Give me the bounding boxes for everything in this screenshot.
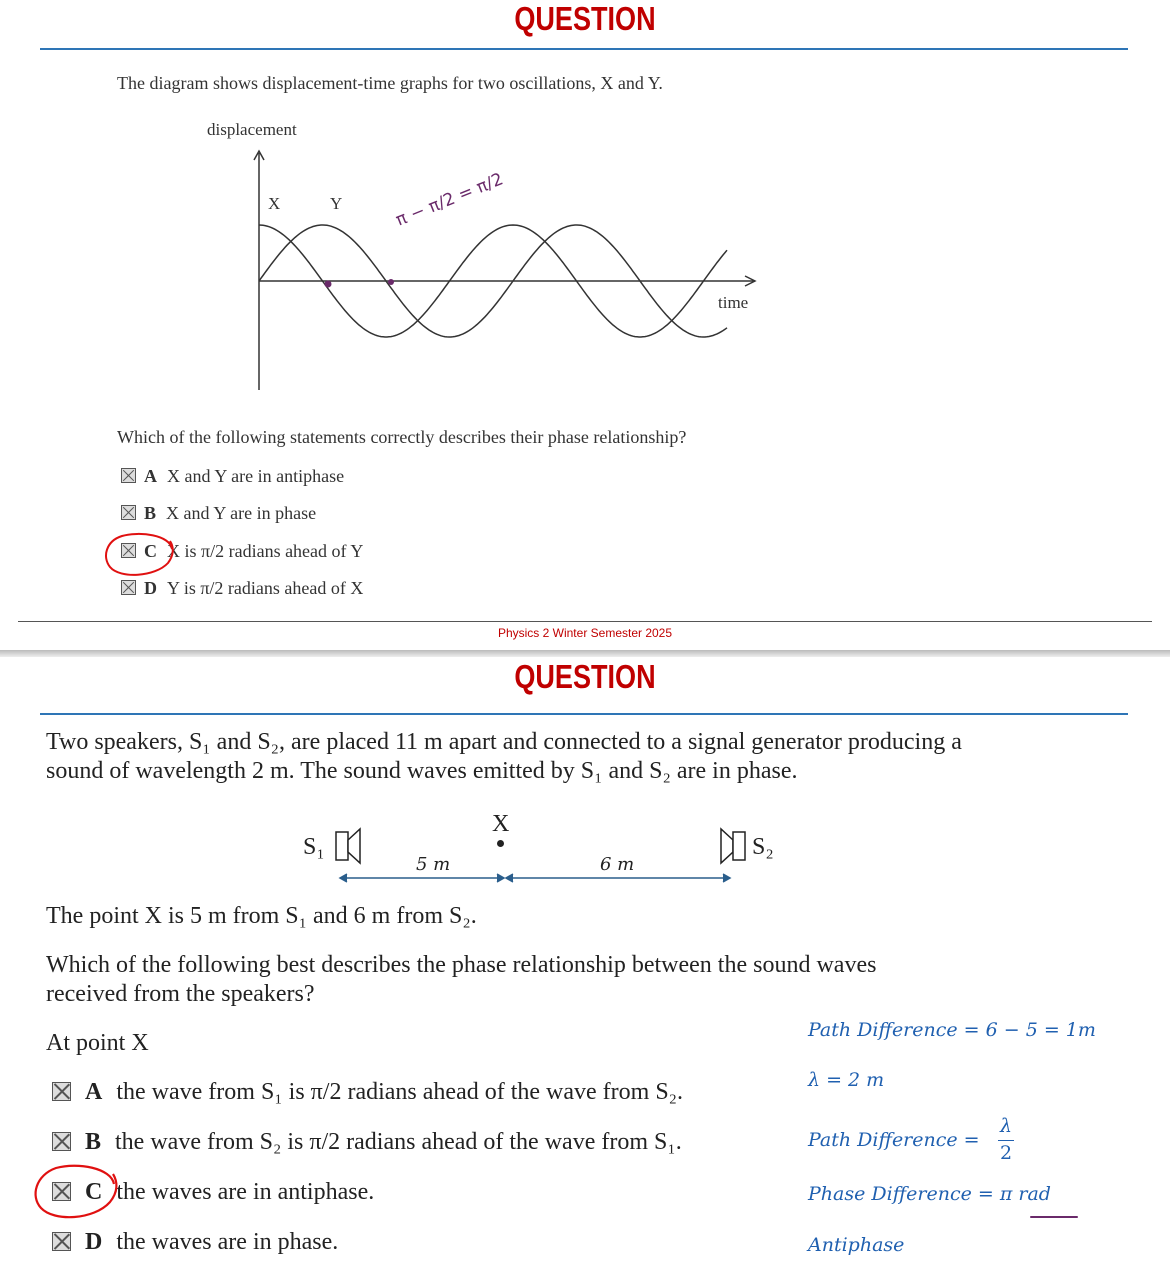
displacement-time-graph <box>240 145 780 400</box>
note-path-difference-fraction: Path Difference = λ 2 <box>808 1115 1013 1164</box>
slide2-option-a[interactable]: A the wave from S₁ is π/2 radians ahead of the wave from S₂. <box>52 1079 683 1106</box>
slide1-bottom-rule <box>18 621 1152 622</box>
handwritten-annotation: π − π/2 = π/2 <box>393 169 507 231</box>
curve-x-label: X <box>268 194 281 213</box>
slide2-at-point: At point X <box>46 1030 149 1056</box>
slide1-option-a[interactable]: A X and Y are in antiphase <box>121 466 344 487</box>
checkbox-b[interactable] <box>121 505 136 520</box>
dist-left-label: 5 m <box>416 854 451 875</box>
slide2-point-text: The point X is 5 m from S₁ and 6 m from S₂. <box>46 903 477 929</box>
s2-label: S₂ <box>752 834 774 860</box>
point-x-label: X <box>492 811 510 837</box>
slide2-title-rule <box>40 713 1128 715</box>
slide1-option-d[interactable]: D Y is π/2 radians ahead of X <box>121 578 363 599</box>
note-phase-difference: Phase Difference = π rad <box>808 1183 1051 1205</box>
slide2-question-line1: Which of the following best describes the phase relationship between the sound waves <box>46 952 877 978</box>
s1-label: S₁ <box>303 834 325 860</box>
answer-circle-slide2 <box>28 1158 123 1226</box>
note-path-difference: Path Difference = 6 − 5 = 1m <box>808 1019 1096 1041</box>
note-wavelength: λ = 2 m <box>808 1069 885 1091</box>
slide1-prompt: The diagram shows displacement-time graphs for two oscillations, X and Y. <box>117 73 663 93</box>
answer-circle-slide1 <box>100 527 180 582</box>
speaker-s2-icon <box>715 826 749 866</box>
slide1-footer: Physics 2 Winter Semester 2025 <box>497 626 673 640</box>
fraction-bar <box>998 1140 1014 1141</box>
ink-dot-2 <box>388 279 394 285</box>
dist-right-label: 6 m <box>600 854 635 875</box>
slide2-option-d[interactable]: D the waves are in phase. <box>52 1229 338 1256</box>
checkbox-a[interactable] <box>121 468 136 483</box>
slide1-title-rule <box>40 48 1128 50</box>
ink-dot-1 <box>325 281 332 288</box>
speaker-s1-icon <box>334 826 366 866</box>
curve-y-label: Y <box>330 194 343 213</box>
slide1-option-b[interactable]: B X and Y are in phase <box>121 503 316 524</box>
slide-separator <box>0 650 1170 657</box>
graph-x-axis-label: time <box>718 293 749 312</box>
slide2-option-c[interactable]: C the waves are in antiphase. <box>52 1179 374 1206</box>
note-result: Antiphase <box>808 1234 905 1256</box>
slide2-option-b[interactable]: B the wave from S₂ is π/2 radians ahead of the wave from S₁. <box>52 1129 682 1156</box>
phase-underline <box>1030 1216 1078 1218</box>
slide2-intro-line1: Two speakers, S₁ and S₂, are placed 11 m apart and connected to a signal generator producing a <box>46 729 962 755</box>
slide1-option-c[interactable]: C X is π/2 radians ahead of Y <box>121 541 363 562</box>
slide1-question: Which of the following statements correctly describes their phase relationship? <box>117 427 687 447</box>
slide2-intro-line2: sound of wavelength 2 m. The sound waves emitted by S₁ and S₂ are in phase. <box>46 758 798 784</box>
graph-y-axis-label: displacement <box>207 120 297 139</box>
point-x-dot <box>497 840 504 847</box>
checkbox-b[interactable] <box>52 1132 71 1151</box>
checkbox-d[interactable] <box>121 580 136 595</box>
slide1-title: QUESTION <box>514 0 656 37</box>
slide2-question-line2: received from the speakers? <box>46 981 315 1007</box>
slide2-title: QUESTION <box>514 658 656 695</box>
checkbox-a[interactable] <box>52 1082 71 1101</box>
checkbox-d[interactable] <box>52 1232 71 1251</box>
distance-arrows <box>335 870 740 886</box>
